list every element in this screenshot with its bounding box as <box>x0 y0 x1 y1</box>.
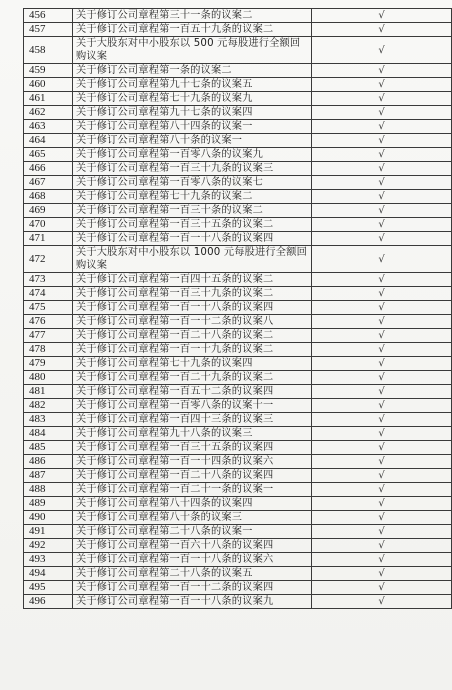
proposal-title: 关于大股东对中小股东以 1000 元每股进行全额回购议案 <box>73 246 312 273</box>
table-row <box>24 204 452 218</box>
proposal-number: 472 <box>24 246 73 273</box>
proposal-title: 关于修订公司章程第一百三十九条的议案二 <box>73 287 312 301</box>
vote-checkmark: √ <box>312 357 452 371</box>
proposal-title: 关于修订公司章程第九十七条的议案四 <box>73 106 312 120</box>
table-row <box>24 371 452 385</box>
vote-checkmark: √ <box>312 37 452 64</box>
table-row <box>24 427 452 441</box>
proposal-table-body <box>24 9 452 609</box>
proposal-title: 关于修订公司章程第一百三十五条的议案四 <box>73 441 312 455</box>
vote-checkmark: √ <box>312 595 452 609</box>
proposal-number: 462 <box>24 106 73 120</box>
table-row <box>24 134 452 148</box>
proposal-title: 关于修订公司章程第一条的议案二 <box>73 64 312 78</box>
vote-checkmark: √ <box>312 511 452 525</box>
proposal-number: 467 <box>24 176 73 190</box>
proposal-title: 关于大股东对中小股东以 500 元每股进行全额回购议案 <box>73 37 312 64</box>
proposal-title: 关于修订公司章程第八十四条的议案四 <box>73 497 312 511</box>
vote-checkmark: √ <box>312 553 452 567</box>
table-row <box>24 483 452 497</box>
vote-checkmark: √ <box>312 441 452 455</box>
vote-checkmark: √ <box>312 148 452 162</box>
vote-checkmark: √ <box>312 581 452 595</box>
table-row <box>24 64 452 78</box>
table-row <box>24 232 452 246</box>
proposal-title: 关于修订公司章程第一百二十一条的议案一 <box>73 483 312 497</box>
proposal-number: 476 <box>24 315 73 329</box>
proposal-vote-table <box>23 8 452 609</box>
proposal-title: 关于修订公司章程第一百二十九条的议案二 <box>73 371 312 385</box>
table-row <box>24 148 452 162</box>
proposal-title: 关于修订公司章程第一百六十八条的议案四 <box>73 539 312 553</box>
table-row <box>24 329 452 343</box>
proposal-number: 491 <box>24 525 73 539</box>
proposal-number: 495 <box>24 581 73 595</box>
proposal-number: 458 <box>24 37 73 64</box>
table-row <box>24 469 452 483</box>
proposal-title: 关于修订公司章程第八十四条的议案一 <box>73 120 312 134</box>
vote-checkmark: √ <box>312 301 452 315</box>
proposal-title: 关于修订公司章程第二十八条的议案五 <box>73 567 312 581</box>
table-row <box>24 78 452 92</box>
table-row <box>24 37 452 64</box>
table-row <box>24 9 452 23</box>
vote-checkmark: √ <box>312 190 452 204</box>
proposal-number: 492 <box>24 539 73 553</box>
proposal-title: 关于修订公司章程第一百零八条的议案十一 <box>73 399 312 413</box>
table-row <box>24 539 452 553</box>
table-row <box>24 413 452 427</box>
proposal-title: 关于修订公司章程第八十条的议案三 <box>73 511 312 525</box>
vote-checkmark: √ <box>312 23 452 37</box>
proposal-title: 关于修订公司章程第一百一十九条的议案二 <box>73 343 312 357</box>
proposal-number: 456 <box>24 9 73 23</box>
proposal-title: 关于修订公司章程第一百三十条的议案二 <box>73 204 312 218</box>
proposal-number: 457 <box>24 23 73 37</box>
vote-checkmark: √ <box>312 371 452 385</box>
vote-checkmark: √ <box>312 106 452 120</box>
proposal-title: 关于修订公司章程第三十一条的议案二 <box>73 9 312 23</box>
table-row <box>24 525 452 539</box>
vote-checkmark: √ <box>312 427 452 441</box>
proposal-title: 关于修订公司章程第二十八条的议案一 <box>73 525 312 539</box>
table-row <box>24 315 452 329</box>
table-row <box>24 567 452 581</box>
proposal-title: 关于修订公司章程第七十九条的议案二 <box>73 190 312 204</box>
proposal-number: 488 <box>24 483 73 497</box>
proposal-title: 关于修订公司章程第一百一十八条的议案六 <box>73 553 312 567</box>
vote-checkmark: √ <box>312 176 452 190</box>
table-row <box>24 441 452 455</box>
table-row <box>24 162 452 176</box>
vote-checkmark: √ <box>312 64 452 78</box>
table-row <box>24 176 452 190</box>
proposal-number: 471 <box>24 232 73 246</box>
table-row <box>24 92 452 106</box>
vote-checkmark: √ <box>312 525 452 539</box>
proposal-number: 493 <box>24 553 73 567</box>
table-row <box>24 120 452 134</box>
table-row <box>24 343 452 357</box>
proposal-title: 关于修订公司章程第一百五十二条的议案四 <box>73 385 312 399</box>
table-row <box>24 218 452 232</box>
proposal-title: 关于修订公司章程第七十九条的议案四 <box>73 357 312 371</box>
vote-checkmark: √ <box>312 343 452 357</box>
table-row <box>24 399 452 413</box>
vote-checkmark: √ <box>312 134 452 148</box>
proposal-title: 关于修订公司章程第一百四十三条的议案三 <box>73 413 312 427</box>
table-row <box>24 581 452 595</box>
proposal-title: 关于修订公司章程第一百三十九条的议案三 <box>73 162 312 176</box>
proposal-title: 关于修订公司章程第一百一十八条的议案九 <box>73 595 312 609</box>
vote-checkmark: √ <box>312 483 452 497</box>
vote-checkmark: √ <box>312 399 452 413</box>
vote-checkmark: √ <box>312 78 452 92</box>
proposal-number: 489 <box>24 497 73 511</box>
proposal-number: 469 <box>24 204 73 218</box>
proposal-number: 479 <box>24 357 73 371</box>
table-row <box>24 273 452 287</box>
proposal-title: 关于修订公司章程第八十条的议案一 <box>73 134 312 148</box>
proposal-number: 483 <box>24 413 73 427</box>
proposal-number: 459 <box>24 64 73 78</box>
table-row <box>24 455 452 469</box>
proposal-number: 487 <box>24 469 73 483</box>
table-row <box>24 357 452 371</box>
proposal-number: 486 <box>24 455 73 469</box>
proposal-number: 475 <box>24 301 73 315</box>
table-row <box>24 385 452 399</box>
vote-checkmark: √ <box>312 287 452 301</box>
proposal-number: 470 <box>24 218 73 232</box>
proposal-title: 关于修订公司章程第一百零八条的议案九 <box>73 148 312 162</box>
vote-checkmark: √ <box>312 120 452 134</box>
vote-checkmark: √ <box>312 385 452 399</box>
proposal-title: 关于修订公司章程第一百二十八条的议案二 <box>73 329 312 343</box>
proposal-number: 494 <box>24 567 73 581</box>
vote-checkmark: √ <box>312 455 452 469</box>
proposal-title: 关于修订公司章程第一百一十二条的议案四 <box>73 581 312 595</box>
proposal-title: 关于修订公司章程第九十八条的议案三 <box>73 427 312 441</box>
proposal-number: 490 <box>24 511 73 525</box>
vote-checkmark: √ <box>312 9 452 23</box>
proposal-number: 482 <box>24 399 73 413</box>
proposal-title: 关于修订公司章程第一百一十四条的议案六 <box>73 455 312 469</box>
proposal-number: 485 <box>24 441 73 455</box>
proposal-number: 460 <box>24 78 73 92</box>
vote-checkmark: √ <box>312 567 452 581</box>
table-row <box>24 287 452 301</box>
proposal-number: 478 <box>24 343 73 357</box>
table-row <box>24 595 452 609</box>
vote-checkmark: √ <box>312 218 452 232</box>
proposal-number: 474 <box>24 287 73 301</box>
proposal-title: 关于修订公司章程第一百一十八条的议案四 <box>73 232 312 246</box>
vote-checkmark: √ <box>312 469 452 483</box>
proposal-title: 关于修订公司章程第一百一十二条的议案八 <box>73 315 312 329</box>
vote-checkmark: √ <box>312 497 452 511</box>
vote-checkmark: √ <box>312 92 452 106</box>
vote-checkmark: √ <box>312 246 452 273</box>
proposal-number: 473 <box>24 273 73 287</box>
proposal-title: 关于修订公司章程第一百一十八条的议案四 <box>73 301 312 315</box>
table-row <box>24 511 452 525</box>
proposal-number: 465 <box>24 148 73 162</box>
proposal-number: 464 <box>24 134 73 148</box>
proposal-number: 481 <box>24 385 73 399</box>
proposal-number: 466 <box>24 162 73 176</box>
proposal-title: 关于修订公司章程第一百五十九条的议案二 <box>73 23 312 37</box>
table-row <box>24 246 452 273</box>
table-row <box>24 106 452 120</box>
vote-checkmark: √ <box>312 232 452 246</box>
proposal-title: 关于修订公司章程第一百三十五条的议案二 <box>73 218 312 232</box>
proposal-number: 468 <box>24 190 73 204</box>
proposal-number: 477 <box>24 329 73 343</box>
proposal-title: 关于修订公司章程第七十九条的议案九 <box>73 92 312 106</box>
vote-checkmark: √ <box>312 204 452 218</box>
proposal-number: 461 <box>24 92 73 106</box>
proposal-title: 关于修订公司章程第一百零八条的议案七 <box>73 176 312 190</box>
vote-checkmark: √ <box>312 315 452 329</box>
proposal-title: 关于修订公司章程第一百二十八条的议案四 <box>73 469 312 483</box>
table-row <box>24 190 452 204</box>
table-row <box>24 301 452 315</box>
table-row <box>24 497 452 511</box>
vote-checkmark: √ <box>312 162 452 176</box>
vote-checkmark: √ <box>312 329 452 343</box>
table-row <box>24 553 452 567</box>
proposal-number: 463 <box>24 120 73 134</box>
vote-checkmark: √ <box>312 539 452 553</box>
table-row <box>24 23 452 37</box>
vote-checkmark: √ <box>312 273 452 287</box>
proposal-title: 关于修订公司章程第一百四十五条的议案二 <box>73 273 312 287</box>
proposal-number: 496 <box>24 595 73 609</box>
proposal-title: 关于修订公司章程第九十七条的议案五 <box>73 78 312 92</box>
vote-checkmark: √ <box>312 413 452 427</box>
proposal-number: 484 <box>24 427 73 441</box>
proposal-number: 480 <box>24 371 73 385</box>
